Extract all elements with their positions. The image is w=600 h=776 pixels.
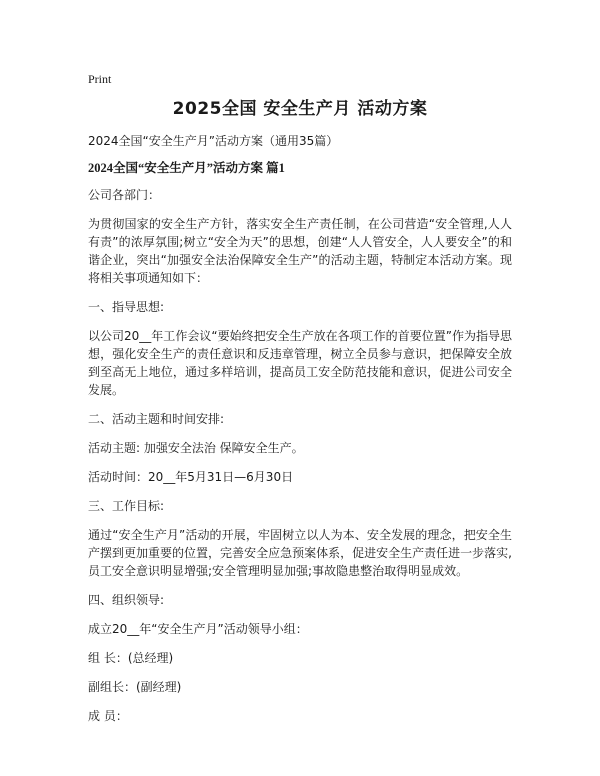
paragraph-work-goals: 通过“安全生产月”活动的开展，牢固树立以人为本、安全发展的理念，把安全生产摆到更加重要的位置，完善安全应急预案体系，促进安全生产责任进一步落实,员工安全意识明显增强;安全管理明显加强;事故隐患整治取得明显成效。: [88, 528, 512, 578]
document-title: 2025全国 安全生产月 活动方案: [172, 99, 428, 119]
paragraph-group-leader: 组 长：(总经理): [88, 651, 174, 665]
paragraph-theme: 活动主题: 加强安全法治 保障安全生产。: [88, 441, 304, 455]
paragraph-guiding-thought: 以公司20__年工作会议“要始终把安全生产放在各项工作的首要位置”作为指导思想，强化安全生产的责任意识和反违章管理，树立全员参与意识，把保障安全放到至高无上地位，通过多样培训，提高员工安全防范技能和意识，促进公司安全发展。: [88, 329, 512, 397]
heading-theme-schedule: 二、活动主题和时间安排:: [88, 412, 225, 426]
heading-work-goals: 三、工作目标:: [88, 499, 165, 513]
heading-guiding-thought: 一、指导思想:: [88, 300, 165, 314]
document-subtitle: 2024全国“安全生产月”活动方案（通用35篇）: [88, 134, 339, 148]
print-label[interactable]: Print: [88, 72, 112, 86]
heading-leadership: 四、组织领导:: [88, 593, 165, 607]
paragraph-salutation: 公司各部门：: [88, 188, 161, 202]
paragraph-leadership-group: 成立20__年“安全生产月”活动领导小组：: [88, 622, 308, 636]
paragraph-deputy-leader: 副组长：(副经理): [88, 680, 182, 694]
paragraph-schedule: 活动时间：20__年5月31日—6月30日: [88, 470, 294, 484]
section-heading: 2024全国“安全生产月”活动方案 篇1: [88, 161, 285, 175]
paragraph-intro: 为贯彻国家的安全生产方针，落实安全生产责任制，在公司营造“安全管理,人人有责”的浓厚氛围;树立“安全为天”的思想，创建“人人管安全，人人要安全”的和谐企业，突出“加强安全法治保障安全生产”的活动主题，特制定本活动方案。现将相关事项通知如下：: [88, 217, 512, 285]
paragraph-members: 成 员：: [88, 709, 128, 723]
